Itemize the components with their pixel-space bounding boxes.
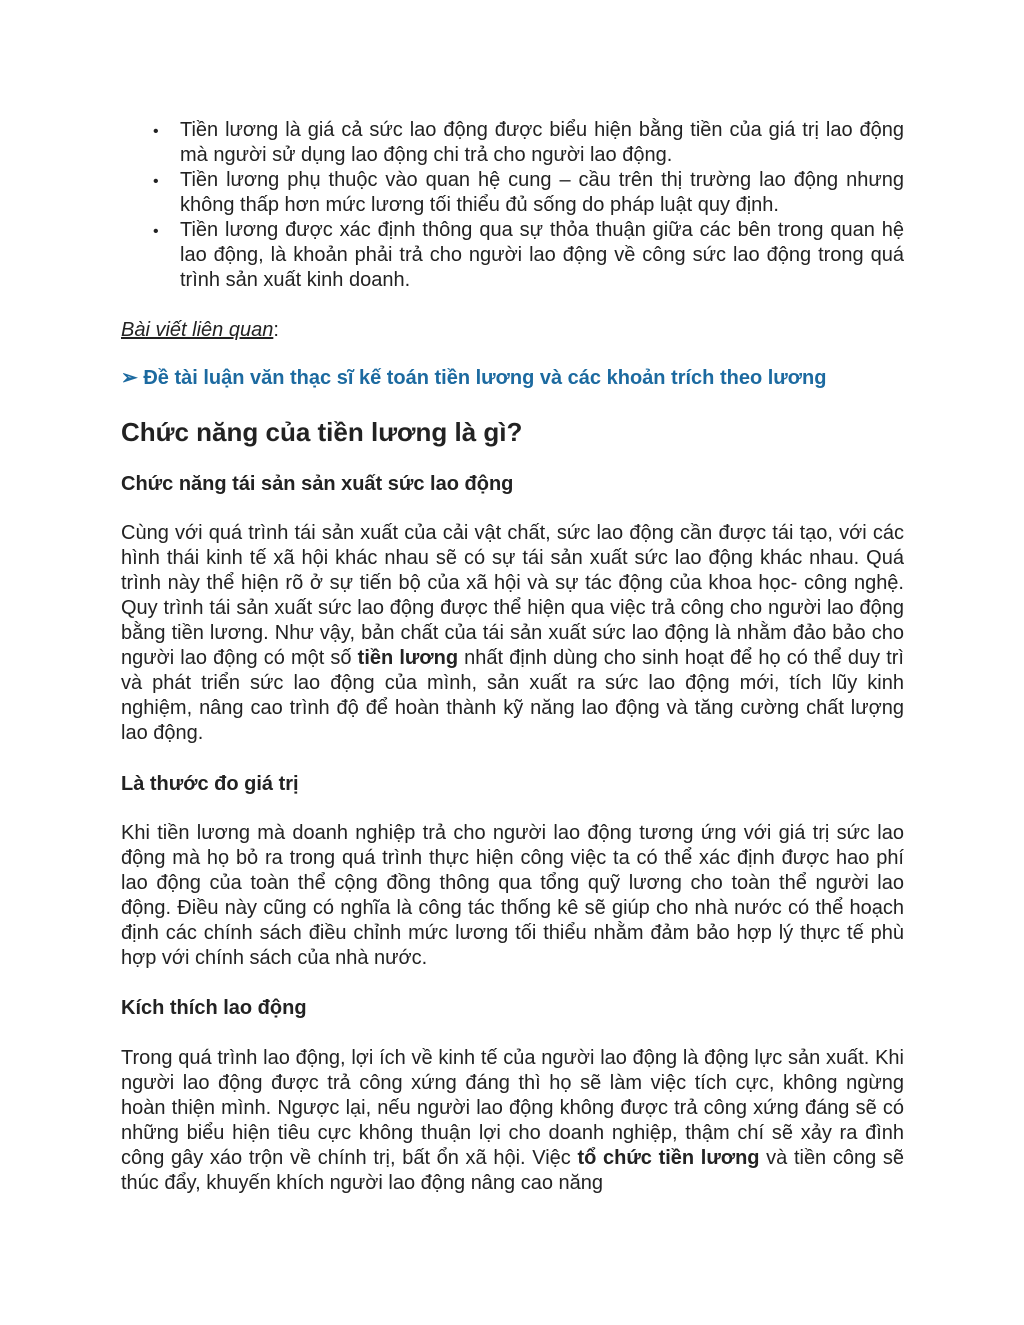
keyword-link[interactable]: tiền lương <box>357 647 459 669</box>
related-articles-label: Bài viết liên quan <box>121 319 274 341</box>
list-item <box>121 218 904 293</box>
keyword-link[interactable]: tổ chức tiền lương <box>577 1147 760 1169</box>
paragraph-text: và tiền công sẽ thúc đẩy, khuyến khích người lao động nâng cao năng <box>121 1147 904 1194</box>
list-item <box>121 168 904 218</box>
paragraph-text: Trong quá trình lao động, lợi ích về kinh tế của người lao động là động lực sản xuất. Khi người lao động được trả công xứng đáng thì họ sẽ làm việc tích cực, không ngừng hoàn thiện mình. Ngược lại, nếu người lao động không được trả công xứng đáng sẽ có những biểu hiện tiêu cực không thuận lợi cho doanh nghiệp, thậm chí sẽ xảy ra đình công gây xáo trộn về chính trị, bất ổn xã hội. Việc <box>121 1047 904 1169</box>
bullet-icon: • <box>153 123 159 140</box>
section-heading-stimulate: Kích thích lao động <box>121 997 307 1019</box>
related-articles <box>121 318 904 343</box>
paragraph-text: Cùng với quá trình tái sản xuất của cải vật chất, sức lao động cần được tái tạo, với các hình thái kinh tế xã hội khác nhau sẽ có sự tái sản xuất sức lao động khác nhau. Quá trình này thể hiện rõ ở sự tiến bộ của xã hội và sự tác động của khoa học- công nghệ. Quy trình tái sản xuất sức lao động được thể hiện qua việc trả công cho người lao động bằng tiền lương. Như vậy, bản chất của tái sản xuất sức lao động là nhằm đảo bảo cho người lao động có một số <box>121 522 904 669</box>
bullet-icon: • <box>153 173 159 190</box>
related-articles-colon: : <box>273 319 279 341</box>
section-paragraph-stimulate <box>121 1046 904 1196</box>
list-item-text: Tiền lương phụ thuộc vào quan hệ cung – cầu trên thị trường lao động nhưng không thấp hơn mức lương tối thiểu đủ sống do pháp luật quy định. <box>180 169 904 216</box>
definition-bullet-list <box>121 118 904 293</box>
section-heading-reproduction: Chức năng tái sản sản xuất sức lao động <box>121 473 514 495</box>
section-paragraph-reproduction <box>121 521 904 746</box>
page-title: Chức năng của tiền lương là gì? <box>121 417 523 447</box>
list-item <box>121 118 904 168</box>
paragraph-text: nhất định dùng cho sinh hoạt để họ có thể duy trì và phát triển sức lao động của mình, sản xuất ra sức lao động mới, tích lũy kinh nghiệm, nâng cao trình độ để hoàn thành kỹ năng lao động và tăng cường chất lượng lao động. <box>121 647 904 744</box>
section-paragraph-measure: Khi tiền lương mà doanh nghiệp trả cho người lao động tương ứng với giá trị sức lao động mà họ bỏ ra trong quá trình thực hiện công việc ta có thể xác định được hao phí lao động của toàn thể cộng đồng thông qua tổng quỹ lương cho toàn thể người lao động. Điều này cũng có nghĩa là công tác thống kê sẽ giúp cho nhà nước có thể hoạch định các chính sách điều chỉnh mức lương tối thiểu nhằm đảm bảo hợp lý thực tế phù hợp với chính sách của nhà nước. <box>121 822 904 969</box>
section-heading-measure: Là thước đo giá trị <box>121 773 299 795</box>
related-article-link[interactable]: ➢ Đề tài luận văn thạc sĩ kế toán tiền lương và các khoản trích theo lương <box>121 367 827 389</box>
document-page <box>121 118 904 1196</box>
list-item-text: Tiền lương là giá cả sức lao động được biểu hiện bằng tiền của giá trị lao động mà người sử dụng lao động chi trả cho người lao động. <box>180 119 904 166</box>
list-item-text: Tiền lương được xác định thông qua sự thỏa thuận giữa các bên trong quan hệ lao động, là khoản phải trả cho người lao động về công sức lao động trong quá trình sản xuất kinh doanh. <box>180 219 904 291</box>
bullet-icon: • <box>153 223 159 240</box>
